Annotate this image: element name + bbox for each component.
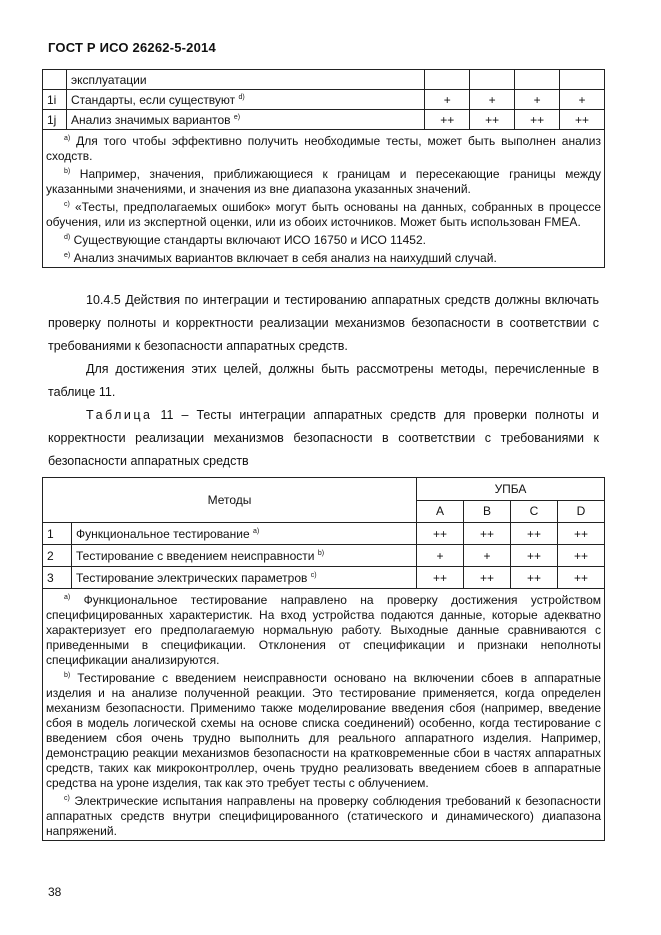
level-d-header: D [558, 500, 605, 523]
footnote: $^{a)}$ Функциональное тестирование направлено на проверку достижения устройством специфицированных характеристик. На вход устройства подаются данные, которые адекватно характеризует его предполагаемую нормальную работу. Выходные данные сравниваются с приведенными в спецификации. Отклонения от спецификации и признаки неполноты спецификации анализируются. [46, 593, 601, 667]
footnote: $^{b)}$ Например, значения, приближающиеся к границам и пересекающие границы между указанными значениями, и значения из вне диапазона указанных значений. [46, 167, 601, 196]
mark-b: ++ [464, 523, 511, 545]
footnote: $^{d)}$ Существующие стандарты включают ИСО 16750 и ИСО 11452. [64, 233, 426, 247]
row-number: 1j [43, 110, 67, 130]
mark-a [425, 70, 470, 90]
mark-b: ++ [464, 567, 511, 589]
footnote: $^{e)}$ Анализ значимых вариантов включает в себя анализ на наихудший случай. [64, 251, 497, 265]
table-row [43, 523, 605, 545]
row-label: Стандарты, если существуют $^{d)}$ [66, 90, 424, 110]
methods-header: Методы [43, 478, 417, 523]
mark-c [515, 70, 560, 90]
footnote: $^{c)}$ «Тесты, предполагаемых ошибок» могут быть основаны на данных, собранных в процессе обучения, или из экспертной оценки, или из обоих источников. Может быть использован FMEA. [46, 200, 601, 229]
mark-d: ++ [558, 523, 605, 545]
row-number: 3 [43, 567, 72, 589]
mark-d: + [560, 90, 605, 110]
mark-a: ++ [417, 567, 464, 589]
paragraph: Для достижения этих целей, должны быть рассмотрены методы, перечисленные в таблице 11. [48, 362, 599, 399]
mark-a: ++ [417, 523, 464, 545]
mark-b: + [464, 545, 511, 567]
row-label: Анализ значимых вариантов $^{e)}$ [66, 110, 424, 130]
mark-c: + [515, 90, 560, 110]
row-label: Тестирование электрических параметров $^{c)}$ [72, 567, 417, 589]
table-10-continuation [42, 69, 605, 268]
mark-d [560, 70, 605, 90]
mark-d: ++ [560, 110, 605, 130]
row-number [43, 70, 67, 90]
mark-c: ++ [511, 545, 558, 567]
table-row [43, 545, 605, 567]
mark-d: ++ [558, 545, 605, 567]
row-number: 1i [43, 90, 67, 110]
table-row [43, 567, 605, 589]
level-a-header: A [417, 500, 464, 523]
mark-c: ++ [511, 523, 558, 545]
body-text [48, 289, 599, 473]
mark-b [470, 70, 515, 90]
footnote: $^{a)}$ Для того чтобы эффективно получить необходимые тесты, может быть выполнен анализ сходств. [46, 134, 601, 163]
table-row [43, 70, 605, 90]
upba-header: УПБА [417, 478, 605, 501]
mark-c: ++ [515, 110, 560, 130]
table-11 [42, 477, 605, 841]
row-label: Тестирование с введением неисправности $^{b)}$ [72, 545, 417, 567]
mark-c: ++ [511, 567, 558, 589]
row-label: эксплуатации [66, 70, 424, 90]
footnote: $^{c)}$ Электрические испытания направлены на проверку соблюдения требований к безопасности аппаратных средств внутри специфицированного (статического и динамического) диапазона напряжений. [46, 794, 601, 838]
level-c-header: C [511, 500, 558, 523]
row-number: 2 [43, 545, 72, 567]
row-label: Функциональное тестирование $^{a)}$ [72, 523, 417, 545]
page-number: 38 [48, 885, 62, 899]
row-number: 1 [43, 523, 72, 545]
footnote: $^{b)}$ Тестирование с введением неисправности основано на включении сбоев в аппаратные изделия и на анализе полученной реакции. Это тестирование применяется, когда определен механизм безопасности. Применимо также моделирование введения сбоя (например, введение сбоя в модель логической схемы на основе списка соединений) особенно, когда тестирование с введением сбоя очень трудно выполнить для реального аппаратного изделия. Например, демонстрацию реакции механизмов безопасности на кратковременные сбои в частях аппаратных средств, таких как микроконтроллер, очень трудно реализовать введением сбоев в аппаратные средства на уроне изделия, так как это требует тесты с облучением. [46, 671, 601, 790]
level-b-header: B [464, 500, 511, 523]
table-footnotes [43, 589, 605, 841]
mark-b: + [470, 90, 515, 110]
document-header: ГОСТ Р ИСО 26262-5-2014 [48, 40, 216, 55]
mark-a: + [417, 545, 464, 567]
mark-a: + [425, 90, 470, 110]
paragraph: 10.4.5 Действия по интеграции и тестированию аппаратных средств должны включать проверку полноты и корректности реализации механизмов безопасности в соответствии с требованиями к безопасности аппаратных средств. [48, 293, 599, 353]
table-caption: Таблица 11 – Тесты интеграции аппаратных средств для проверки полноты и корректности реализации механизмов безопасности в соответствии с требованиями к безопасности аппаратных средств [48, 408, 599, 468]
mark-d: ++ [558, 567, 605, 589]
table-row [43, 110, 605, 130]
mark-a: ++ [425, 110, 470, 130]
table-row [43, 90, 605, 110]
mark-b: ++ [470, 110, 515, 130]
table-footnotes [43, 130, 605, 268]
